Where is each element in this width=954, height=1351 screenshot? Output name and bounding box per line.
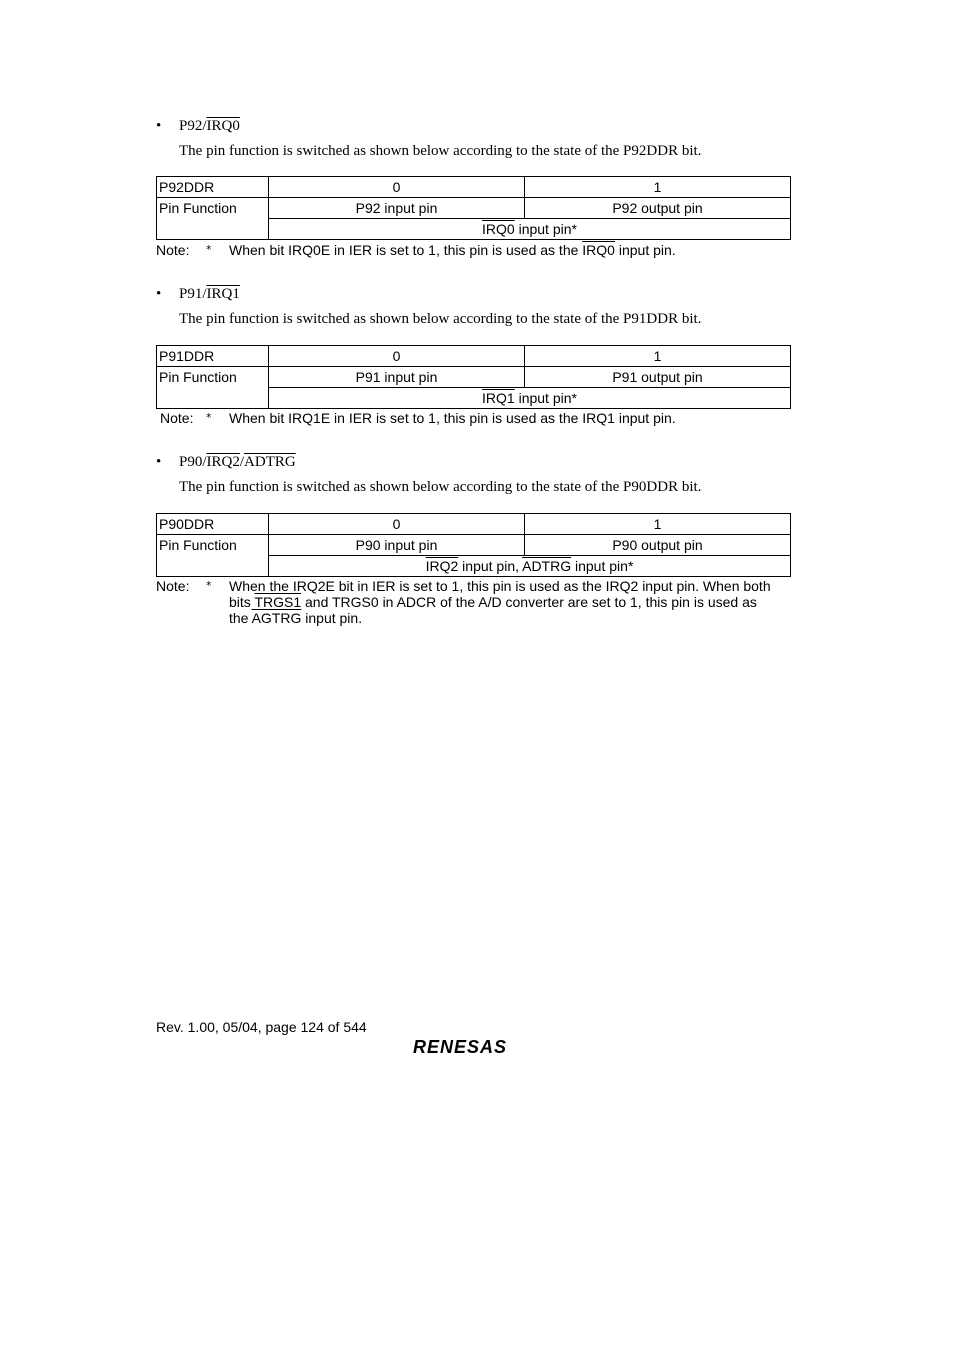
intro-text: The pin function is switched as shown below according to the state of the P92DDR bit. bbox=[179, 143, 702, 159]
pin-function-table bbox=[156, 513, 791, 577]
value-0: 0 bbox=[269, 514, 525, 535]
value-0: 0 bbox=[269, 346, 525, 367]
row-label: Pin Function bbox=[157, 198, 269, 240]
table-row bbox=[157, 346, 791, 367]
svg-text:RENESAS: RENESAS bbox=[413, 1037, 508, 1057]
table-row bbox=[157, 535, 791, 556]
intro-text: The pin function is switched as shown below according to the state of the P90DDR bit. bbox=[179, 479, 702, 495]
row-label: Pin Function bbox=[157, 367, 269, 409]
note-label: Note: bbox=[156, 242, 190, 258]
asterisk-icon: * bbox=[206, 243, 212, 256]
shared-function: IRQ2 input pin, ADTRG input pin* bbox=[269, 556, 791, 577]
bullet-icon: • bbox=[156, 118, 162, 134]
pin-function-table bbox=[156, 345, 791, 409]
note-label: Note: bbox=[160, 410, 194, 426]
renesas-logo bbox=[413, 1036, 535, 1063]
asterisk-icon: * bbox=[206, 579, 212, 592]
note-text bbox=[229, 578, 791, 626]
note-line: When the IRQ2E bit in IER is set to 1, this pin is used as the IRQ2 input pin. When both bbox=[229, 578, 771, 594]
function-0: P92 input pin bbox=[269, 198, 525, 219]
shared-function: IRQ0 input pin* bbox=[269, 219, 791, 240]
table-row bbox=[157, 514, 791, 535]
table-row bbox=[157, 177, 791, 198]
value-0: 0 bbox=[269, 177, 525, 198]
pin-function-table bbox=[156, 176, 791, 240]
note-text: When bit IRQ1E in IER is set to 1, this pin is used as the IRQ1 input pin. bbox=[229, 410, 676, 426]
row-label: Pin Function bbox=[157, 535, 269, 577]
note-label: Note: bbox=[156, 578, 190, 594]
register-name: P92DDR bbox=[157, 177, 269, 198]
note-line: the AGTRG input pin. bbox=[229, 610, 363, 626]
function-0: P90 input pin bbox=[269, 535, 525, 556]
function-1: P91 output pin bbox=[525, 367, 791, 388]
asterisk-icon: * bbox=[206, 411, 212, 424]
function-1: P92 output pin bbox=[525, 198, 791, 219]
note-text: When bit IRQ0E in IER is set to 1, this pin is used as the IRQ0 input pin. bbox=[229, 242, 676, 258]
value-1: 1 bbox=[525, 514, 791, 535]
function-0: P91 input pin bbox=[269, 367, 525, 388]
shared-function: IRQ1 input pin* bbox=[269, 388, 791, 409]
bullet-icon: • bbox=[156, 454, 162, 470]
register-name: P90DDR bbox=[157, 514, 269, 535]
table-row bbox=[157, 367, 791, 388]
bullet-icon: • bbox=[156, 286, 162, 302]
table-row bbox=[157, 198, 791, 219]
value-1: 1 bbox=[525, 177, 791, 198]
intro-text: The pin function is switched as shown below according to the state of the P91DDR bit. bbox=[179, 311, 702, 327]
page-footer: Rev. 1.00, 05/04, page 124 of 544 bbox=[156, 1019, 367, 1035]
note-line: bits TRGS1 and TRGS0 in ADCR of the A/D converter are set to 1, this pin is used as bbox=[229, 594, 757, 610]
renesas-logo-icon bbox=[413, 1036, 535, 1058]
register-name: P91DDR bbox=[157, 346, 269, 367]
function-1: P90 output pin bbox=[525, 535, 791, 556]
value-1: 1 bbox=[525, 346, 791, 367]
